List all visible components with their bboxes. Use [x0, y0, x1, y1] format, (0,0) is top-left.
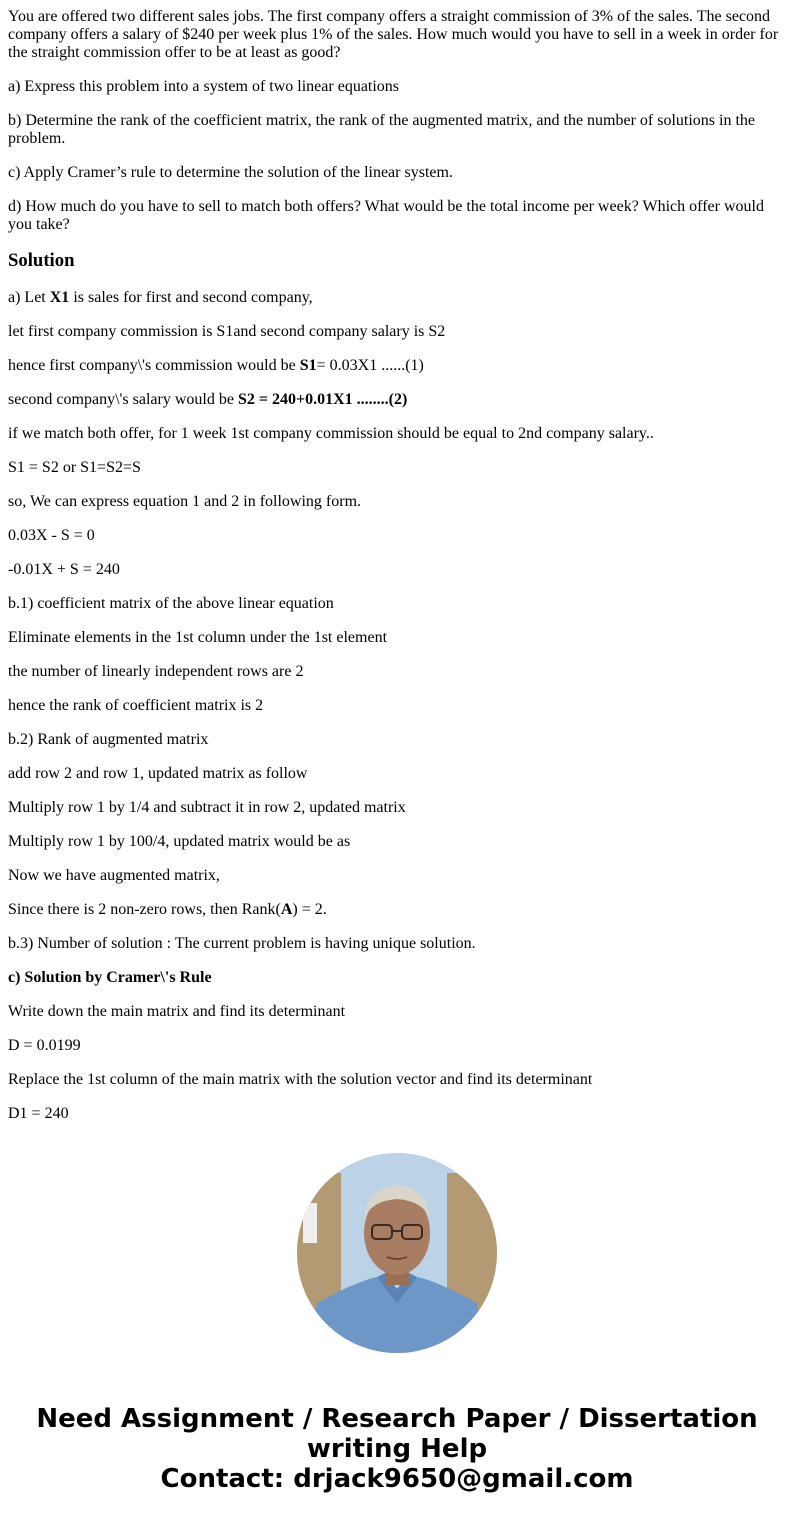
solution-line-b6: add row 2 and row 1, updated matrix as follow [8, 765, 308, 782]
contact-email: Contact: drjack9650@gmail.com [160, 1464, 634, 1494]
solution-line-a6: S1 = S2 or S1=S2=S [8, 459, 141, 476]
text: second company\'s salary would be [8, 391, 238, 408]
wall-panel-white [303, 1203, 317, 1243]
solution-line-a2: let first company commission is S1and second company salary is S2 [8, 323, 446, 340]
text: = 0.03X1 ......(1) [316, 357, 424, 374]
linear-equation-1: 0.03X - S = 0 [8, 527, 95, 544]
solution-line-b3: the number of linearly independent rows are 2 [8, 663, 304, 680]
determinant-d: D = 0.0199 [8, 1037, 81, 1054]
question-part-c: c) Apply Cramer’s rule to determine the solution of the linear system. [8, 164, 453, 181]
variable-x1: X1 [49, 289, 70, 306]
solution-line-b10 [8, 901, 786, 919]
solution-line-a4 [8, 391, 786, 409]
contact-banner [0, 1404, 794, 1494]
solution-line-b11: b.3) Number of solution : The current problem is having unique solution. [8, 935, 476, 952]
question-part-b: b) Determine the rank of the coefficient matrix, the rank of the augmented matrix, and the number of solutions in the problem. [8, 112, 756, 147]
determinant-d1: D1 = 240 [8, 1105, 69, 1122]
solution-line-c1: Write down the main matrix and find its determinant [8, 1003, 346, 1020]
solution-line-a7: so, We can express equation 1 and 2 in following form. [8, 493, 362, 510]
solution-line-b8: Multiply row 1 by 100/4, updated matrix would be as [8, 833, 351, 850]
solution-line-a5: if we match both offer, for 1 week 1st company commission should be equal to 2nd company salary.. [8, 425, 654, 442]
author-portrait-icon [297, 1153, 497, 1353]
solution-heading: Solution [8, 250, 75, 271]
solution-line-a3 [8, 357, 786, 375]
solution-line-a1 [8, 289, 786, 307]
solution-line-b2: Eliminate elements in the 1st column under the 1st element [8, 629, 388, 646]
text: hence first company\'s commission would be [8, 357, 300, 374]
question-part-a: a) Express this problem into a system of two linear equations [8, 78, 400, 95]
question-intro: You are offered two different sales jobs. The first company offers a straight commission of 3% of the sales. The second company offers a salary of $240 per week plus 1% of the sales. How much would you have to sell in a week in order for the straight commission offer to be at least as good? [8, 8, 779, 61]
solution-line-b9: Now we have augmented matrix, [8, 867, 220, 884]
banner-line-2: writing Help [306, 1434, 488, 1464]
linear-equation-2: -0.01X + S = 240 [8, 561, 120, 578]
variable-s1: S1 [299, 357, 317, 374]
cramers-rule-heading [8, 969, 786, 987]
matrix-a: A [280, 901, 293, 918]
author-avatar [297, 1153, 497, 1353]
equation-2: S2 = 240+0.01X1 ........(2) [237, 391, 408, 408]
text: c) Solution by Cramer\'s Rule [8, 969, 212, 986]
solution-line-b5: b.2) Rank of augmented matrix [8, 731, 209, 748]
banner-line-1: Need Assignment / Research Paper / Dissertation [36, 1404, 758, 1434]
solution-line-b4: hence the rank of coefficient matrix is 2 [8, 697, 264, 714]
question-part-d: d) How much do you have to sell to match both offers? What would be the total income per week? Which offer would you take? [8, 198, 764, 233]
solution-line-b7: Multiply row 1 by 1/4 and subtract it in row 2, updated matrix [8, 799, 406, 816]
text: Since there is 2 non-zero rows, then Rank( [8, 901, 281, 918]
solution-line-b1: b.1) coefficient matrix of the above linear equation [8, 595, 334, 612]
text: a) Let [8, 289, 50, 306]
text: is sales for first and second company, [69, 289, 313, 306]
solution-line-c3: Replace the 1st column of the main matrix with the solution vector and find its determinant [8, 1071, 593, 1088]
text: ) = 2. [292, 901, 327, 918]
